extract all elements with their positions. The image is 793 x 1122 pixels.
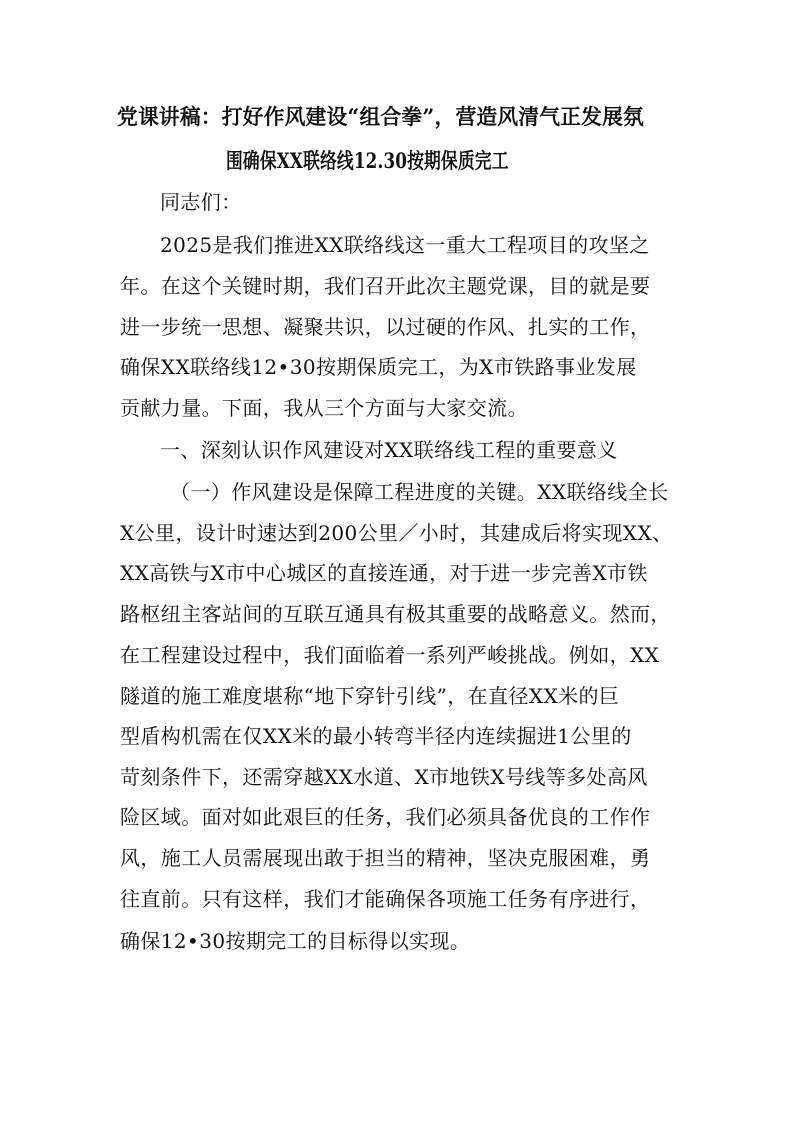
paragraph-line: 险区域。面对如此艰巨的任务，我们必须具备优良的工作作: [120, 805, 651, 829]
paragraph-line: 进一步统一思想、凝聚共识，以过硬的作风、扎实的工作，: [120, 315, 651, 339]
section-heading: 一、深刻认识作风建设对XX联络线工程的重要意义: [160, 438, 618, 462]
document-title-line-1: 党课讲稿：打好作风建设“组合拳”，营造风清气正发展氛: [117, 104, 644, 129]
paragraph-line: 苛刻条件下，还需穿越XX水道、X市地铁X号线等多处高风: [120, 765, 648, 789]
paragraph-line: 路枢纽主客站间的互联互通具有极其重要的战略意义。然而，: [120, 602, 671, 626]
salutation: 同志们：: [160, 190, 242, 214]
paragraph-line: 确保12•30按期完工的目标得以实现。: [120, 929, 471, 953]
paragraph-line: 年。在这个关键时期，我们召开此次主题党课，目的就是要: [120, 274, 651, 298]
paragraph-line: 风，施工人员需展现出敢于担当的精神，坚决克服困难，勇: [120, 846, 651, 870]
paragraph-line: 往直前。只有这样，我们才能确保各项施工任务有序进行，: [120, 887, 651, 911]
paragraph-line: 在工程建设过程中，我们面临着一系列严峻挑战。例如，XX: [120, 643, 660, 667]
paragraph-line: 型盾构机需在仅XX米的最小转弯半径内连续掘进1公里的: [120, 724, 632, 748]
paragraph-line: 2025是我们推进XX联络线这一重大工程项目的攻坚之: [160, 233, 650, 257]
subsection-heading-line: （一）作风建设是保障工程进度的关键。XX联络线全长: [170, 480, 669, 504]
paragraph-line: XX高铁与X市中心城区的直接连通，对于进一步完善X市铁: [120, 561, 648, 585]
paragraph-line: 贡献力量。下面，我从三个方面与大家交流。: [120, 396, 528, 420]
document-title-line-2: 围确保XX联络线12.30按期保质完工: [226, 148, 509, 173]
paragraph-line: 隧道的施工难度堪称“地下穿针引线”，在直径XX米的巨: [120, 684, 620, 708]
paragraph-line: X公里，设计时速达到200公里／小时，其建成后将实现XX、: [120, 521, 673, 545]
paragraph-line: 确保XX联络线12•30按期保质完工，为X市铁路事业发展: [120, 355, 637, 379]
